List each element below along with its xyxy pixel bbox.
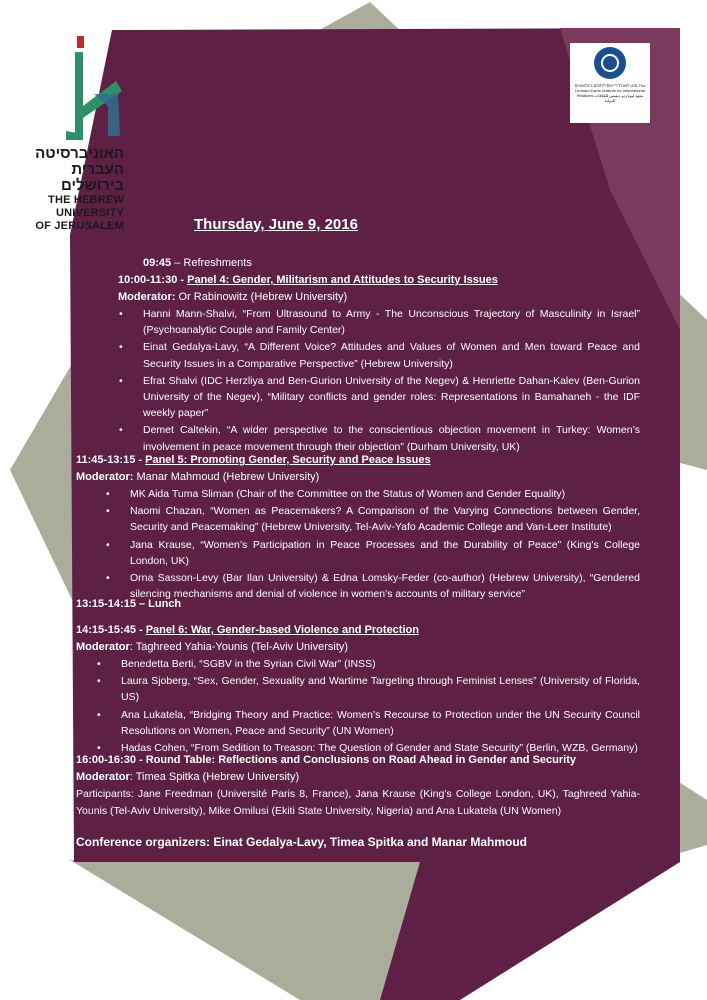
panel6-list <box>121 656 640 757</box>
program-date: Thursday, June 9, 2016 <box>194 216 358 233</box>
university-name-he-3: בירושלים <box>61 177 124 194</box>
globe-icon <box>594 47 626 79</box>
university-name-he-1: האוניברסיטה <box>35 145 124 162</box>
panel5-moderator-label: Moderator: <box>76 471 134 483</box>
panel6-moderator-label: Moderator <box>76 641 130 653</box>
panel6-moderator-name: : Taghreed Yahia-Younis (Tel-Aviv University) <box>129 641 349 653</box>
university-name-en-3: OF JERUSALEM <box>35 220 124 232</box>
panel4-title: Panel 4: Gender, Militarism and Attitudes to Security Issues <box>187 274 498 286</box>
panel5-heading <box>76 452 431 469</box>
panel4-moderator-name: Or Rabinowitz (Hebrew University) <box>178 291 348 303</box>
panel6-moderator <box>76 639 348 656</box>
refreshments-line <box>143 255 252 272</box>
panel6-heading <box>76 622 419 639</box>
roundtable-moderator-label: Moderator <box>76 771 130 783</box>
panel4-moderator-label: Moderator: <box>118 291 176 303</box>
refreshments-time: 09:45 <box>143 257 172 269</box>
panel5-moderator-name: Manar Mahmoud (Hebrew University) <box>136 471 320 483</box>
list-item: • Laura Sjoberg, “Sex, Gender, Sexuality and Wartime Targeting through Feminist Lenses” (University of Florida, US) <box>121 673 640 705</box>
list-item: • Naomi Chazan, “Women as Peacemakers? A Comparison of the Varying Connections between Gender, Security and Peacemaking” (Hebrew University, Tel-Aviv-Yafo Academic College and Van-Leer Institute) <box>130 503 640 535</box>
list-item: • Efrat Shalvi (IDC Herzliya and Ben-Gurion University of the Negev) & Henriette Dahan-Kalev (Ben-Gurion University of the Negev), “Military conflicts and gender roles: Representations in Bamahaneh - the IDF weekly paper” <box>143 373 640 422</box>
panel4-heading <box>118 272 498 289</box>
university-name-en-2: UNIVERSITY <box>55 207 124 219</box>
panel5-title: Panel 5: Promoting Gender, Security and Peace Issues <box>145 454 431 466</box>
institute-logo <box>570 43 650 123</box>
list-item: • Einat Gedalya-Lavy, “A Different Voice? Attitudes and Values of Women and Men toward Peace and Security Issues in a Comparative Perspective” (Hebrew University) <box>143 339 640 371</box>
conference-organizers: Conference organizers: Einat Gedalya-Lavy, Timea Spitka and Manar Mahmoud <box>76 835 528 849</box>
institute-logo-caption: מכון לאונרד דייוויס ליחסים בינלאומיים The Leonard Davis Institute for International Relations معهد ليوناردو ديفيس للعلاقات الدولية <box>574 83 646 103</box>
roundtable-moderator <box>76 769 299 786</box>
university-name <box>14 146 124 233</box>
panel6-title: Panel 6: War, Gender-based Violence and Protection <box>145 624 419 636</box>
lunch-line: 13:15-14:15 – Lunch <box>76 598 182 610</box>
panel5-list <box>130 486 640 603</box>
purple-triangle-bottom <box>380 862 680 1000</box>
university-name-he-2: העברית <box>71 161 124 178</box>
list-item: • Orna Sasson-Levy (Bar Ilan University) & Edna Lomsky-Feder (co-author) (Hebrew University), “Gendered silencing mechanisms and denial of violence in women’s accounts of military service” <box>130 570 640 602</box>
panel4-moderator <box>118 289 347 306</box>
refreshments-label: – Refreshments <box>174 257 252 269</box>
roundtable-title: 16:00-16:30 - Round Table: Reflections and Conclusions on Road Ahead in Gender and Security <box>76 754 576 766</box>
panel6-time: 14:15-15:45 - <box>76 624 143 636</box>
university-name-en-1: THE HEBREW <box>48 194 124 206</box>
roundtable-moderator-name: : Timea Spitka (Hebrew University) <box>129 771 300 783</box>
roundtable-participants: Participants: Jane Freedman (Université Paris 8, France), Jana Krause (King’s College London, UK), Taghreed Yahia-Younis (Tel-Aviv University), Mike Omilusi (Ekiti State University, Nigeria) and Ana Lukatela (UN Women) <box>76 788 640 817</box>
list-item: • Ana Lukatela, “Bridging Theory and Practice: Women’s Recourse to Protection under the UN Security Council Resolutions on Women, Peace and Security” (UN Women) <box>121 707 640 739</box>
list-item: • Hadas Cohen, “From Sedition to Treason: The Question of Gender and State Security” (Berlin, WZB, Germany) <box>121 740 640 756</box>
panel4-list <box>143 306 640 456</box>
panel5-time: 11:45-13:15 - <box>76 454 143 466</box>
panel5-moderator <box>76 469 319 486</box>
list-item: • Benedetta Berti, “SGBV in the Syrian Civil War” (INSS) <box>121 656 640 672</box>
list-item: • Jana Krause, “Women’s Participation in Peace Processes and the Durability of Peace” (King’s College London, UK) <box>130 537 640 569</box>
list-item: • Hanni Mann-Shalvi, “From Ultrasound to Army - The Unconscious Trajectory of Masculinity in Israel” (Psychoanalytic Couple and Family Center) <box>143 306 640 338</box>
hebrew-university-logo <box>56 36 126 144</box>
list-item: • MK Aida Tuma Sliman (Chair of the Committee on the Status of Women and Gender Equality) <box>130 486 640 502</box>
list-item: • Demet Caltekin, “A wider perspective to the conscientious objection movement in Turkey: Women’s involvement in peace movement through their objection” (Durham University, UK) <box>143 422 640 454</box>
panel4-time: 10:00-11:30 - <box>118 274 185 286</box>
